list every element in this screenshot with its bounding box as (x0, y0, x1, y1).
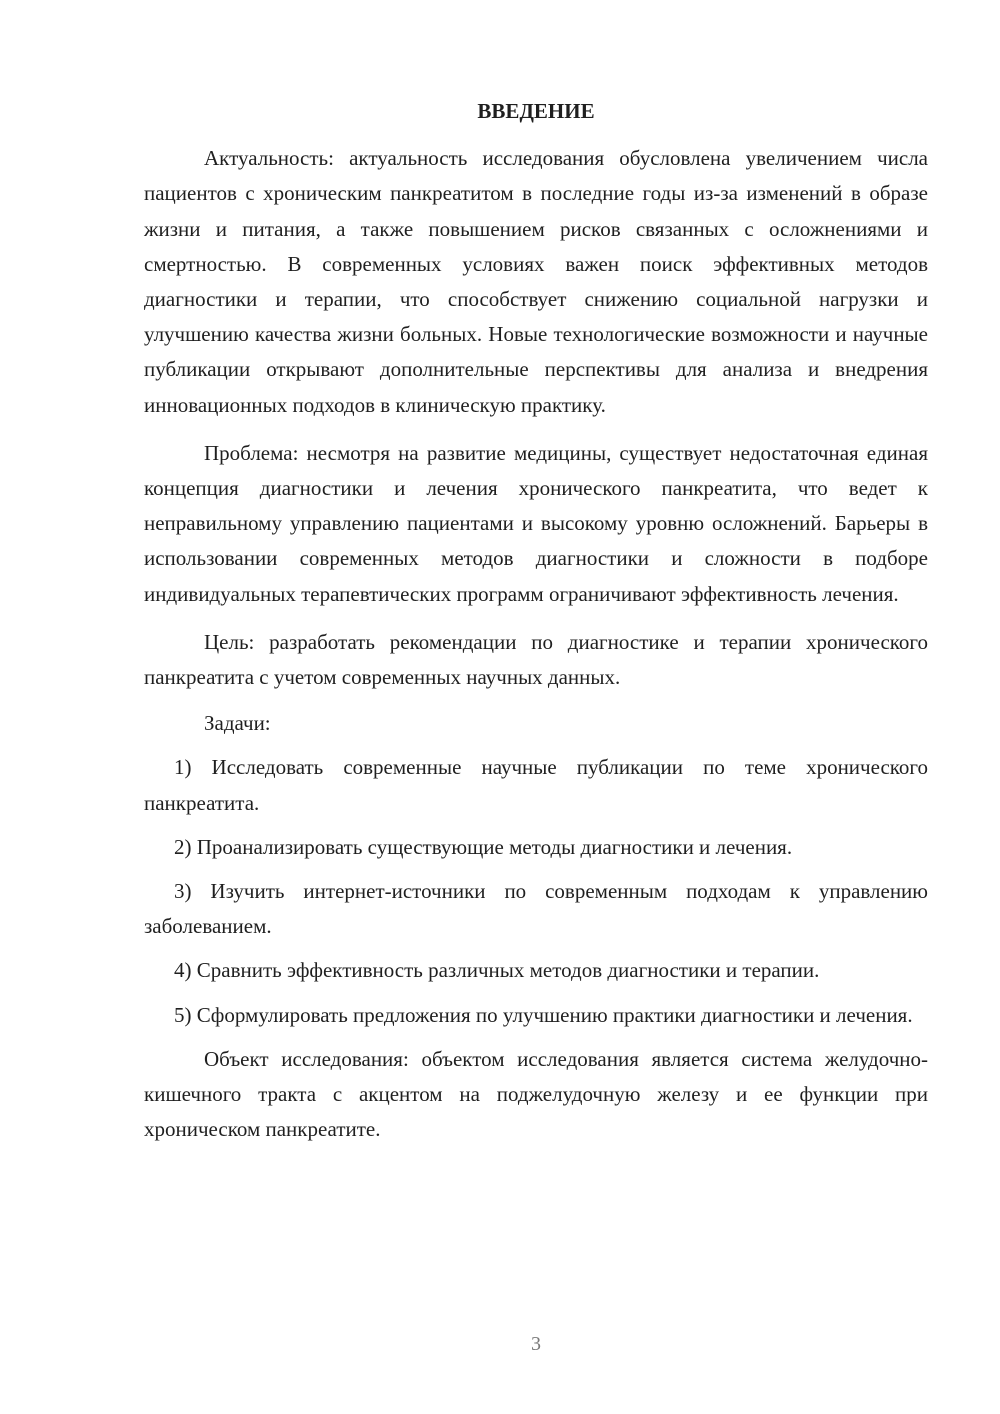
section-title: ВВЕДЕНИЕ (477, 99, 595, 123)
page-number: 3 (531, 1333, 541, 1355)
relevance-paragraph: Актуальность: актуальность исследования обусловлена увеличением числа пациентов с хроническим панкреатитом в последние годы из-за изменений в образе жизни и питания, а также повышением рисков связанных с осложнениями и смертностью. В современных условиях важен поиск эффективных методов диагностики и терапии, что способствует снижению социальной нагрузки и улучшению качества жизни больных. Новые технологические возможности и научные публикации открывают дополнительные перспективы для анализа и внедрения инновационных подходов в клиническую практику. (144, 146, 928, 417)
object-paragraph: Объект исследования: объектом исследования является система желудочно-кишечного тракта с акцентом на поджелудочную железу и ее функции при хроническом панкреатите. (144, 1046, 928, 1142)
task-item-1: 1) Исследовать современные научные публикации по теме хронического панкреатита. (144, 755, 928, 815)
goal-paragraph: Цель: разработать рекомендации по диагностике и терапии хронического панкреатита с учетом современных научных данных. (144, 629, 928, 690)
page-content (144, 94, 928, 1147)
task-item-4: 4) Сравнить эффективность различных методов диагностики и терапии. (174, 958, 820, 983)
problem-paragraph: Проблема: несмотря на развитие медицины, существует недостаточная единая концепция диагностики и лечения хронического панкреатита, что ведет к неправильному управлению пациентами и высокому уровню осложнений. Барьеры в использовании современных методов диагностики и сложности в подборе индивидуальных терапевтических программ ограничивают эффективность лечения. (144, 440, 928, 606)
task-item-2: 2) Проанализировать существующие методы диагностики и лечения. (174, 834, 793, 859)
tasks-heading: Задачи: (204, 711, 271, 736)
task-item-5: 5) Сформулировать предложения по улучшению практики диагностики и лечения. (174, 1002, 913, 1027)
task-item-3: 3) Изучить интернет-источники по современным подходам к управлению заболеванием. (144, 879, 928, 939)
